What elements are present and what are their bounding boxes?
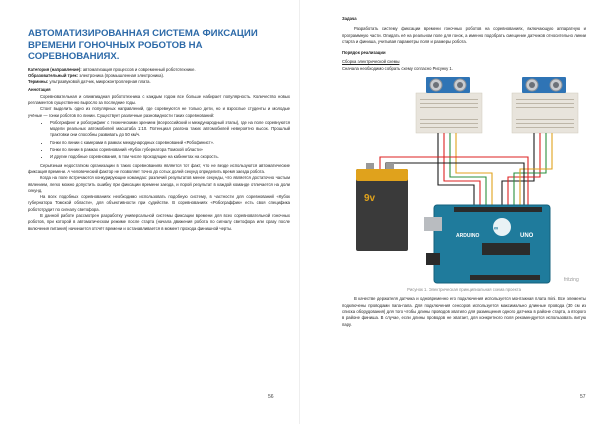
- terms-line: [28, 79, 290, 85]
- board-brand: ARDUINO: [456, 233, 480, 240]
- page-number-right: 57: [580, 394, 586, 400]
- list-item: • Гонки по линии в рамках соревнований «Кубок губернатора Томской области»: [50, 147, 290, 153]
- competition-list: [28, 120, 290, 161]
- paragraph: Когда на поле встречаются конкурирующие командах: различий результатов менее секунды, что является достаточно частым явлением, легко можно допустить ошибку при фиксации времени заезда, и порой результат в каждой команде отличается на доли секунд.: [28, 175, 290, 193]
- fritzing-label: fritzing: [564, 277, 579, 284]
- edu-label: Образовательный трек:: [28, 72, 79, 78]
- assembly-heading: Сборка электрической схемы: [342, 59, 400, 65]
- battery-9v: [356, 163, 408, 251]
- abstract-heading: Аннотация: [28, 87, 51, 93]
- circuit-diagram: [342, 77, 586, 285]
- paragraph: В качестве держателя датчика и одновременно его подключения используется монтажная плата mini. Все элементы подключены проводами папа-папа. Для подключения сенсоров используется максимально длинные провода (30 см из списка оборудования) для того чтобы длины проводов хватило для размещения одного датчика в районе старта, а второго в районе финиша. В случае, если длины проводов не хватает, для конкретного поля рекомендуется использовать витую пару.: [342, 296, 586, 327]
- paragraph: Стоит выделить одно из популярных направлений, где соревнуются не только дети, но и взрослые студенты и молодые учёные — гонки роботов по линии. Существует различные разновидности таких соревнований:: [28, 106, 290, 118]
- board-label: UNO: [520, 233, 534, 240]
- svg-text:∞: ∞: [494, 226, 499, 233]
- list-item: • Гонки по линии с камерами в рамках международных соревнований «Робофинист».: [50, 140, 290, 146]
- task-text: Разработать систему фиксации времени гоночных роботов на соревнованиях, включающую аппаратную и программную части. Опидать её на реальном поле для гонок, а именно подобрать смещение датчиков относительно линии старта и финиша, учитывая параметры поля и размеры робота.: [342, 26, 586, 44]
- paragraph: Соревновательная и олимпиадная робототехника с каждым годом все больше набирает популярность. Количество новых регламентов существенно выросло за последние годы.: [28, 93, 290, 105]
- list-item: • Робогрифинг и робогрифинг с техническими зрением (всероссийский и международный этапы), где на поле соревнуются модели реальных автомобилей масштаба 1:10. Потенциал разгона таких автомобилей невероятно высок. Прошлый трактовки они способны развивать до 50 км/ч.: [50, 120, 290, 139]
- right-page: [300, 0, 600, 424]
- circuit-figure: [342, 77, 586, 285]
- paragraph: На всех подобных соревнованиях необходимо использовать подобную систему, в частности для соревнований «Кубок губернатора Томской области», для объективности при судействе. В соревнованиях «Робограффик» есть своя специфика робототрудит по сигналу светофора.: [28, 194, 290, 212]
- list-item: • И другие подобные соревнования, в том числе проходящие на кабинетах на скорость.: [50, 154, 290, 160]
- assembly-text: Сначала необходимо собрать схему согласно Рисунку 1.: [342, 65, 453, 71]
- page-number-left: 56: [268, 394, 274, 400]
- category-label: Категория (направление):: [28, 66, 82, 72]
- battery-label: 9v: [364, 193, 376, 205]
- paragraph: В данной работе рассмотрен разработку универсальной системы фиксации времени для всех соревновательной гоночных роботов, при которой в автоматическом режиме после старта (начала движения робота по сигналу светофора или сразу после включения питания) начинается отсчёт времени и останавливается в момент прохода финишной черты.: [28, 213, 290, 231]
- terms-label: Термины:: [28, 79, 49, 85]
- article-title: АВТОМАТИЗИРОВАННАЯ СИСТЕМА ФИКСАЦИИ ВРЕМЕНИ ГОНОЧНЫХ РОБОТОВ НА СОРЕВНОВАНИЯХ.: [28, 28, 258, 62]
- arduino-board: [424, 205, 550, 283]
- ultrasonic-sensor-right: [522, 77, 566, 93]
- impl-heading: Порядок реализации: [342, 50, 386, 56]
- paragraph: Серьёзным недостатком организации в таких соревнованиях является тот факт, что не везде используются автоматические фиксация времени. А человеческий фактор не позволяет точно до сотых долей секунд определить время заезда робота.: [28, 162, 290, 174]
- task-heading: Задача: [342, 16, 357, 21]
- terms-value: ультразвуковой датчик, микроконтроллерная плата.: [49, 79, 151, 85]
- edu-value: электроника (промышленная электроника).: [79, 72, 165, 78]
- ultrasonic-sensor-left: [426, 77, 470, 93]
- category-value: автоматизация процессов и современный робототехнике.: [82, 66, 196, 72]
- figure-caption: Рисунок 1. Электрическая принципиальная схема проекта: [407, 287, 521, 293]
